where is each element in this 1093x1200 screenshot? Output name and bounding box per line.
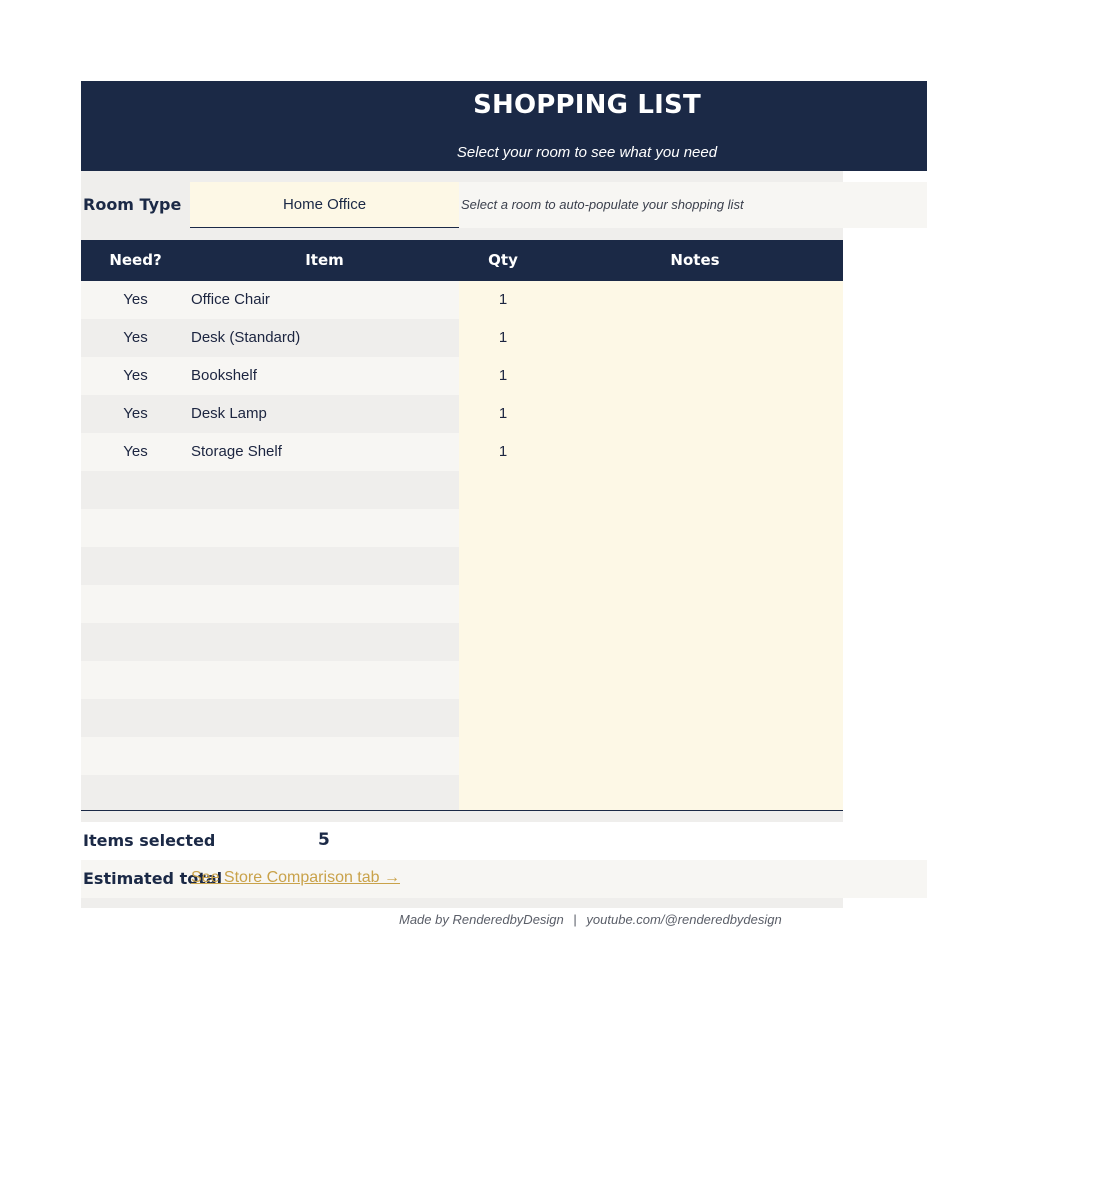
store-comparison-link[interactable]: See Store Comparison tab → [191,869,400,886]
need-cell[interactable]: Yes [123,405,148,422]
page-subtitle: Select your room to see what you need [456,144,718,161]
table-row [81,471,459,509]
need-cell[interactable]: Yes [123,367,148,384]
table-row [81,509,459,547]
qty-cell[interactable]: 1 [498,405,508,422]
footer-made-by: Made by RenderedbyDesign [399,912,564,927]
column-header-notes: Notes [670,251,720,269]
table-row [81,585,459,623]
qty-cell[interactable]: 1 [498,329,508,346]
need-cell[interactable]: Yes [123,329,148,346]
page-title: SHOPPING LIST [473,90,701,120]
room-type-hint: Select a room to auto-populate your shopping list [461,197,744,212]
items-selected-label: Items selected [83,831,216,850]
summary-band [81,898,843,908]
need-cell[interactable]: Yes [123,291,148,308]
item-cell: Storage Shelf [191,443,282,460]
summary-band [81,811,843,822]
room-type-label: Room Type [83,195,182,214]
column-header-qty: Qty [488,251,518,269]
estimated-total-label: Estimated total [83,869,223,888]
column-header-need: Need? [109,251,162,269]
table-row [81,661,459,699]
table-row [81,737,459,775]
column-header-item: Item [305,251,344,269]
item-cell: Bookshelf [191,367,257,384]
footer-credit [399,912,782,927]
item-cell: Desk Lamp [191,405,267,422]
footer-url[interactable]: youtube.com/@renderedbydesign [586,912,782,927]
footer-separator: | [573,912,577,927]
qty-cell[interactable]: 1 [498,443,508,460]
qty-cell[interactable]: 1 [498,291,508,308]
table-row [81,623,459,661]
table-row [81,775,459,810]
items-selected-value: 5 [318,830,330,850]
table-row [81,699,459,737]
qty-cell[interactable]: 1 [498,367,508,384]
item-cell: Office Chair [191,291,270,308]
need-cell[interactable]: Yes [123,443,148,460]
item-cell: Desk (Standard) [191,329,301,346]
table-row [81,547,459,585]
room-type-select[interactable]: Home Office [190,182,459,228]
